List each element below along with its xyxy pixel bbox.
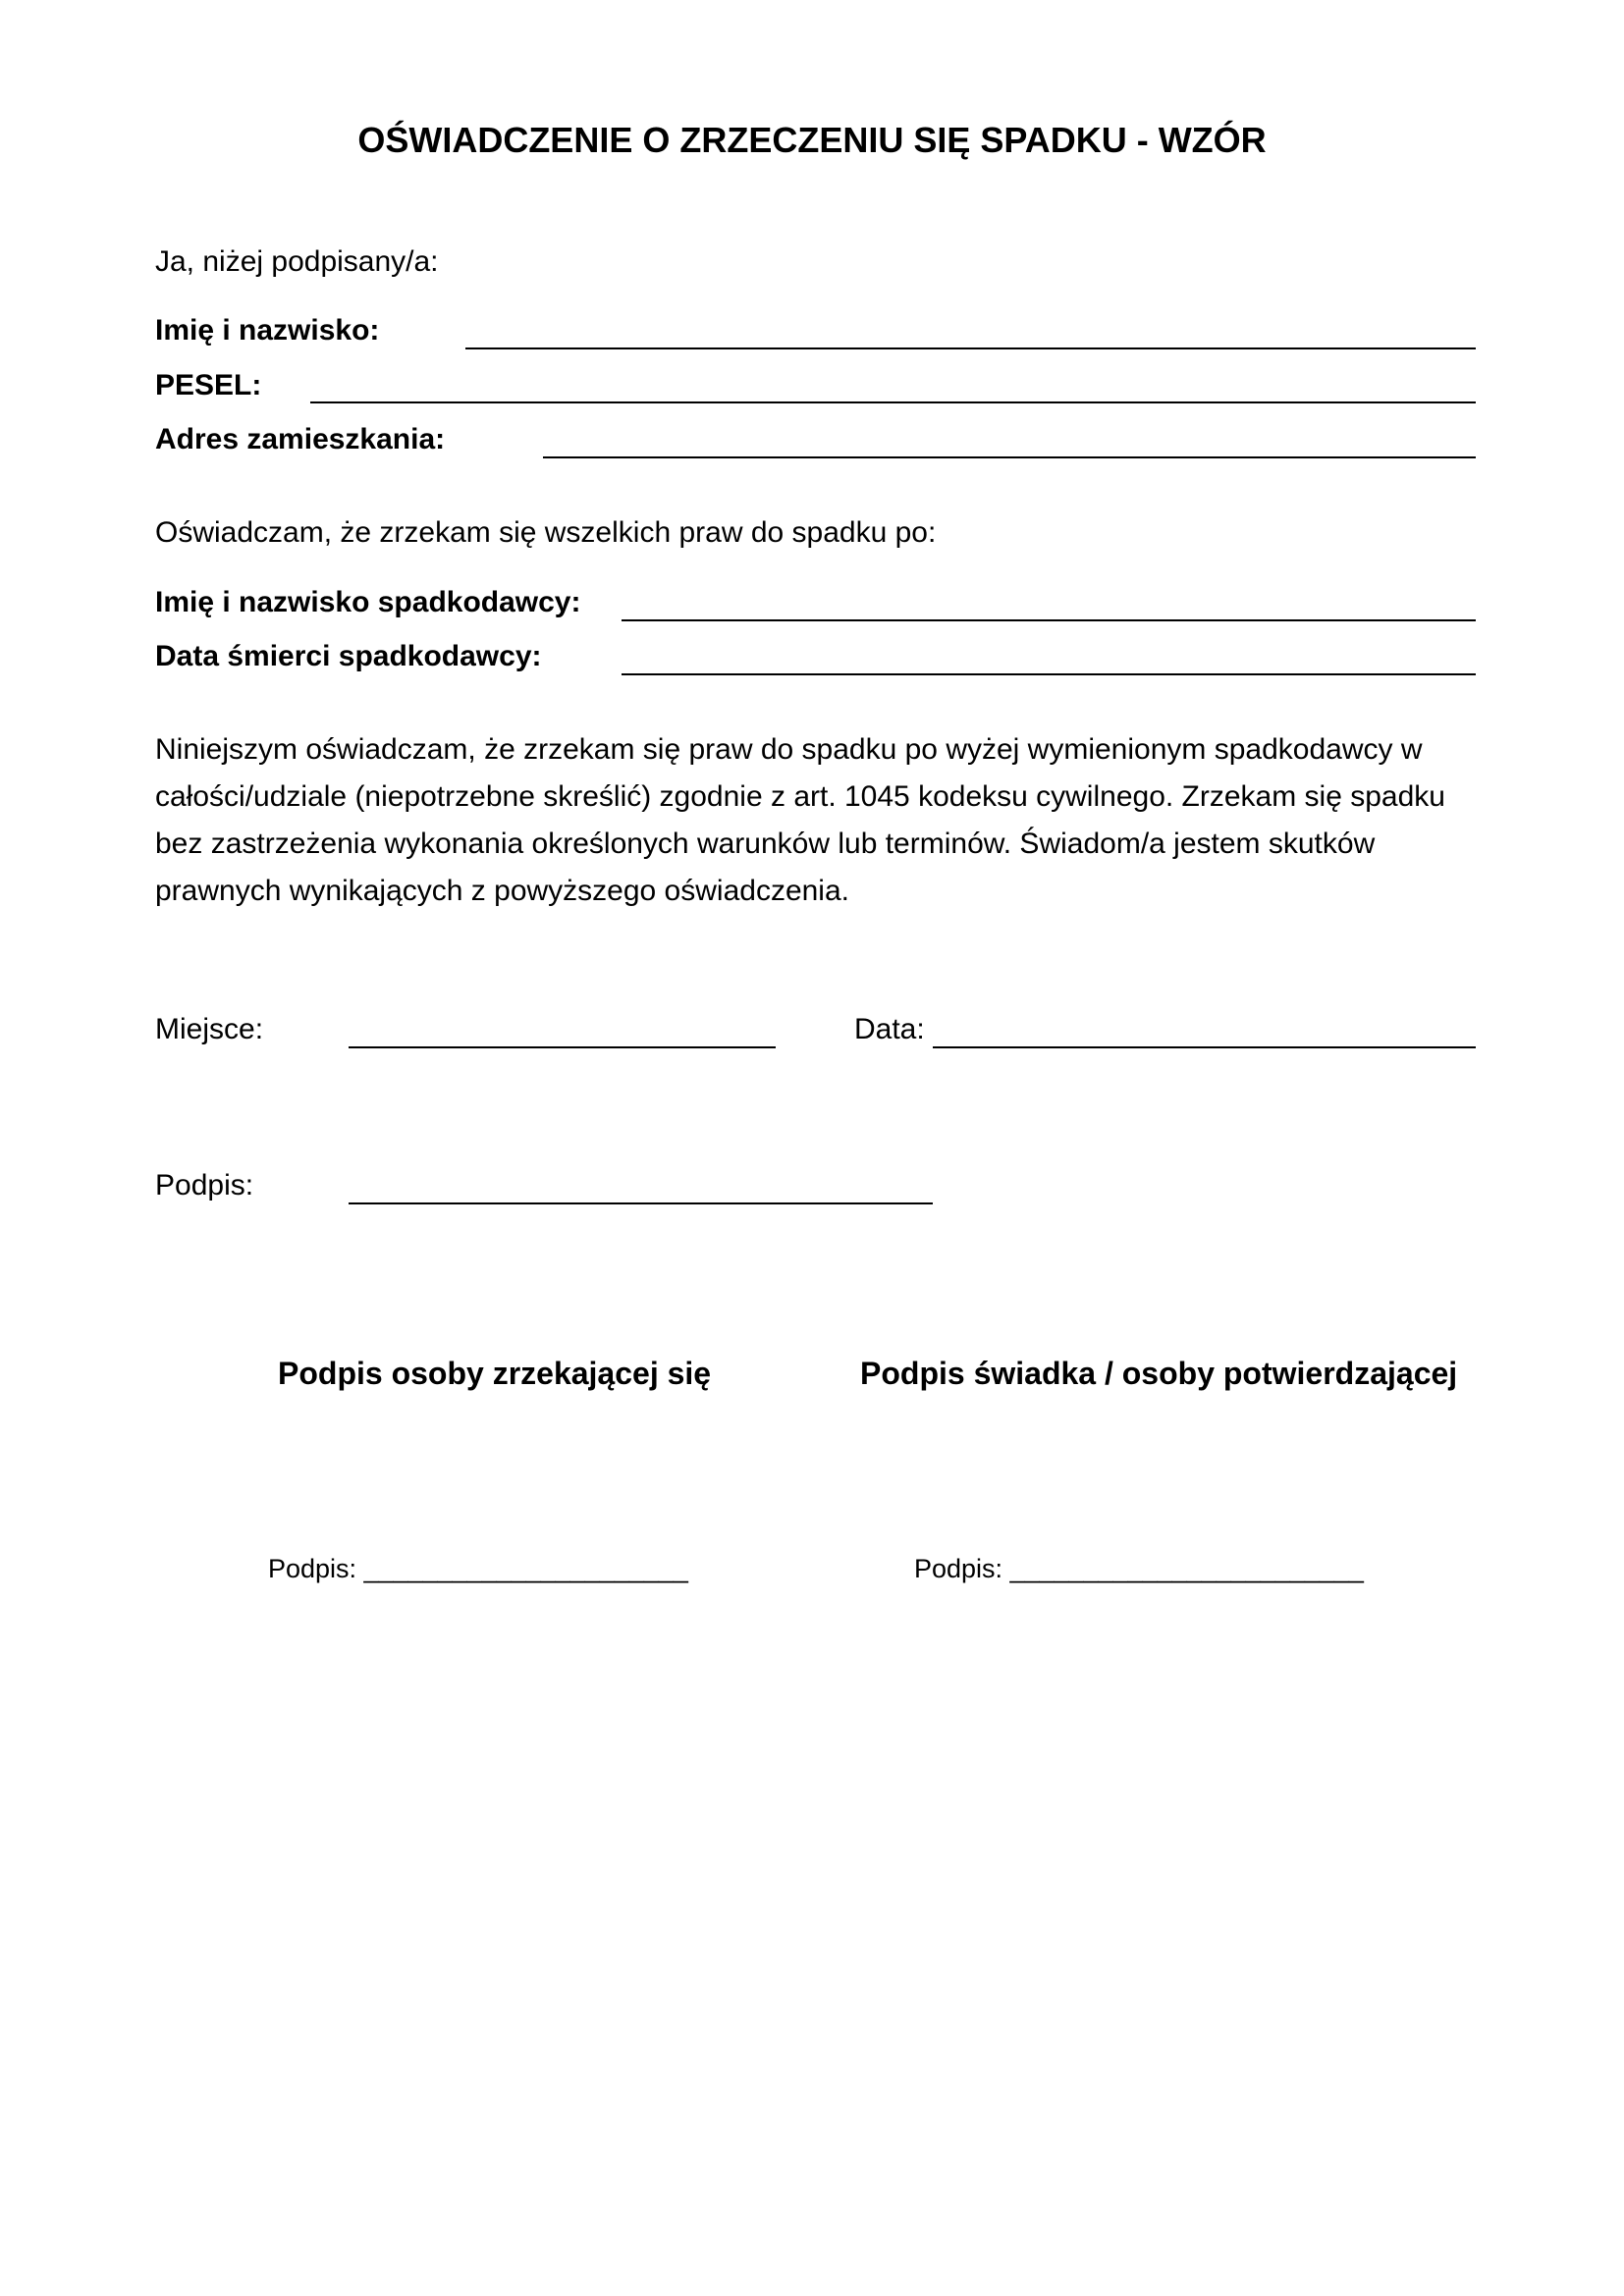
field-line-decedent-death-date[interactable] bbox=[622, 673, 1476, 675]
paragraph-line: prawnych wynikających z powyższego oświadczenia. bbox=[155, 875, 849, 907]
signature-label: Podpis: bbox=[155, 1169, 254, 1201]
field-line-decedent-name[interactable] bbox=[622, 619, 1476, 621]
date-label: Data: bbox=[854, 1013, 925, 1045]
signature-line[interactable] bbox=[349, 1202, 933, 1204]
field-line-full-name[interactable] bbox=[465, 347, 1476, 349]
paragraph-line: całości/udziale (niepotrzebne skreślić) zgodnie z art. 1045 kodeksu cywilnego. Zrzekam się spadku bbox=[155, 780, 1445, 813]
field-label-full-name: Imię i nazwisko: bbox=[155, 314, 380, 347]
intro-text: Ja, niżej podpisany/a: bbox=[155, 245, 439, 278]
date-line[interactable] bbox=[933, 1046, 1476, 1048]
signature-block-sign-witness[interactable]: Podpis: ________________________ bbox=[914, 1554, 1364, 1583]
signature-block-heading-declarant: Podpis osoby zrzekającej się bbox=[278, 1356, 712, 1391]
paragraph-line: bez zastrzeżenia wykonania określonych warunków lub terminów. Świadom/a jestem skutków bbox=[155, 828, 1376, 860]
field-line-pesel[interactable] bbox=[310, 401, 1476, 403]
place-line[interactable] bbox=[349, 1046, 776, 1048]
field-label-decedent-death-date: Data śmierci spadkodawcy: bbox=[155, 640, 542, 672]
declaration-intro: Oświadczam, że zrzekam się wszelkich praw do spadku po: bbox=[155, 516, 937, 549]
declaration-paragraph bbox=[155, 726, 1490, 915]
field-label-pesel: PESEL: bbox=[155, 369, 262, 401]
place-label: Miejsce: bbox=[155, 1013, 264, 1045]
paragraph-line: Niniejszym oświadczam, że zrzekam się praw do spadku po wyżej wymienionym spadkodawcy w bbox=[155, 733, 1423, 766]
field-label-decedent-name: Imię i nazwisko spadkodawcy: bbox=[155, 586, 581, 618]
field-line-address[interactable] bbox=[543, 456, 1476, 458]
signature-block-sign-declarant[interactable]: Podpis: ______________________ bbox=[268, 1554, 688, 1583]
field-label-address: Adres zamieszkania: bbox=[155, 423, 446, 455]
signature-block-heading-witness: Podpis świadka / osoby potwierdzającej bbox=[860, 1356, 1458, 1391]
document-title: OŚWIADCZENIE O ZRZECZENIU SIĘ SPADKU - WZÓR bbox=[357, 120, 1267, 160]
